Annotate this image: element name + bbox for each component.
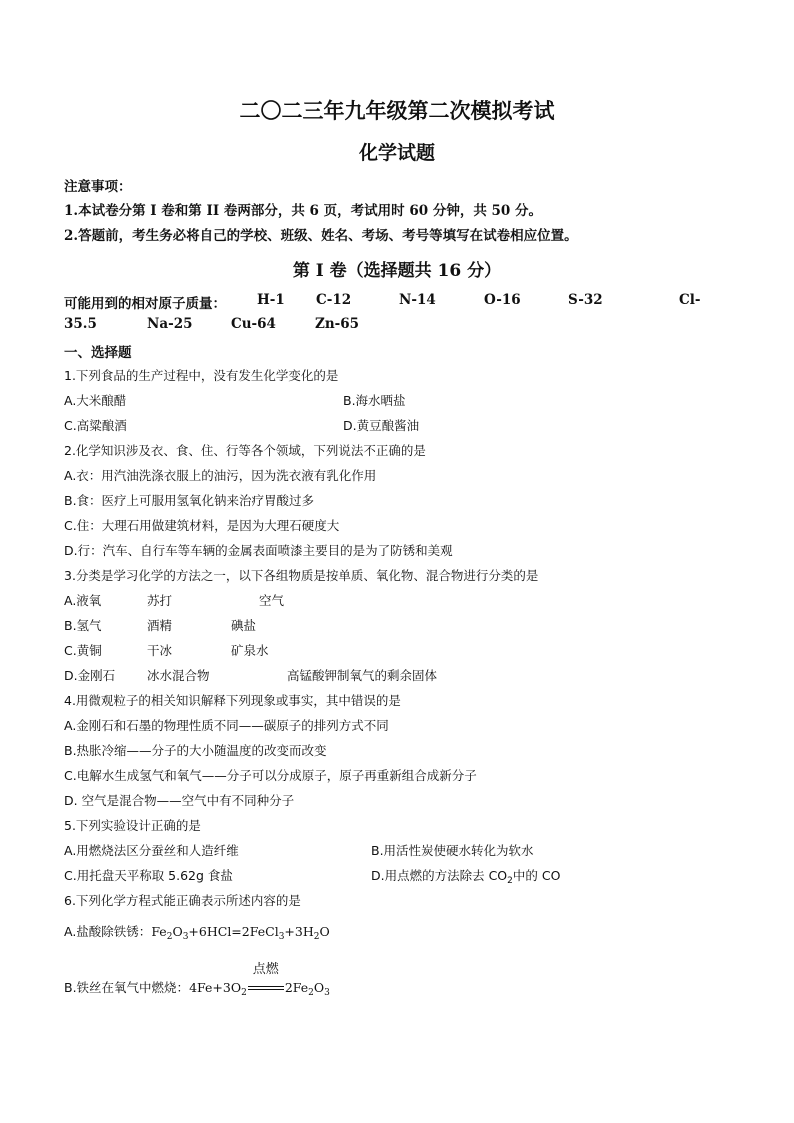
equals-line-bottom — [248, 989, 284, 990]
question-1-stem: 1.下列食品的生产过程中，没有发生化学变化的是 — [64, 368, 339, 383]
question-3-row-a-label: A.液氧 — [64, 593, 102, 608]
question-6-stem: 6.下列化学方程式能正确表示所述内容的是 — [64, 893, 301, 908]
question-6-option-a-equation — [151, 924, 330, 942]
atomic-mass-cl-value: 35.5 — [64, 316, 97, 332]
atomic-mass-cl: Cl- — [679, 292, 701, 308]
question-5-option-d — [371, 866, 560, 884]
atomic-mass-o: O-16 — [484, 292, 521, 308]
question-3-stem: 3.分类是学习化学的方法之一，以下各组物质是按单质、氧化物、混合物进行分类的是 — [64, 568, 539, 583]
question-2-option-d: D.行：汽车、自行车等车辆的金属表面喷漆主要目的是为了防锈和美观 — [64, 543, 453, 558]
question-1-option-c: C.高粱酿酒 — [64, 418, 127, 433]
question-6-option-a-prefix: A.盐酸除铁锈： — [64, 924, 152, 939]
question-4-option-d: D. 空气是混合物——空气中有不同种分子 — [64, 793, 295, 808]
eq-a-sub-4: 2 — [313, 932, 320, 942]
question-2-option-a: A.衣：用汽油洗涤衣服上的油污，因为洗衣液有乳化作用 — [64, 468, 377, 483]
eq-b-left: 4Fe+3O — [189, 980, 242, 995]
eq-a-part-2: O — [172, 924, 183, 939]
question-3-row-b-mixture: 碘盐 — [231, 618, 257, 633]
atomic-mass-na: Na-25 — [147, 316, 193, 332]
atomic-mass-n: N-14 — [399, 292, 436, 308]
exam-subject: 化学试题 — [358, 142, 435, 164]
question-3-row-a-oxide: 苏打 — [147, 593, 173, 608]
eq-b-right-2: O — [313, 980, 325, 995]
atomic-masses-label: 可能用到的相对原子质量： — [64, 296, 226, 312]
question-3-row-d-label: D.金刚石 — [64, 668, 116, 683]
eq-a-part-4: +3H — [284, 924, 314, 939]
question-5-option-c: C.用托盘天平称取 5.62g 食盐 — [64, 868, 233, 883]
atomic-mass-s: S-32 — [568, 292, 603, 308]
equals-line-top — [248, 986, 284, 987]
reaction-condition-arrow — [248, 962, 284, 996]
question-5-option-d-text: D.用点燃的方法除去 CO — [371, 868, 508, 883]
eq-a-part-1: Fe — [151, 924, 167, 939]
question-3-row-b-label: B.氢气 — [64, 618, 102, 633]
question-6-option-b-equation — [189, 962, 330, 998]
question-5-option-d-subscript: 2 — [507, 876, 513, 886]
eq-b-right-1: 2Fe — [284, 980, 309, 995]
question-6-option-a — [64, 922, 330, 940]
exam-title: 二〇二三年九年级第二次模拟考试 — [239, 98, 555, 123]
question-3-row-d-oxide: 冰水混合物 — [147, 668, 210, 683]
eq-b-right-sub-2: 3 — [324, 988, 330, 998]
question-4-option-a: A.金刚石和石墨的物理性质不同——碳原子的排列方式不同 — [64, 718, 389, 733]
eq-a-part-5: O — [319, 924, 330, 939]
eq-a-sub-2: 3 — [182, 932, 189, 942]
question-3-row-c-label: C.黄铜 — [64, 643, 102, 658]
question-3-row-b-oxide: 酒精 — [147, 618, 173, 633]
question-2-stem: 2.化学知识涉及衣、食、住、行等各个领域，下列说法不正确的是 — [64, 443, 426, 458]
question-5-option-d-tail: 中的 CO — [512, 868, 561, 883]
question-2-option-b: B.食：医疗上可服用氢氧化钠来治疗胃酸过多 — [64, 493, 315, 508]
notes-item-1: 1.本试卷分第 I 卷和第 II 卷两部分，共 6 页，考试用时 60 分钟，共 50 分。 — [64, 203, 543, 219]
reaction-condition-label: 点燃 — [252, 962, 279, 977]
question-3-row-a-mixture: 空气 — [259, 593, 285, 608]
question-4-stem: 4.用微观粒子的相关知识解释下列现象或事实，其中错误的是 — [64, 693, 401, 708]
question-1-option-d: D.黄豆酿酱油 — [343, 418, 420, 433]
question-6-option-b — [64, 962, 330, 998]
eq-b-left-sub: 2 — [241, 988, 247, 998]
question-6-option-b-prefix: B.铁丝在氧气中燃烧： — [64, 980, 190, 995]
atomic-mass-zn: Zn-65 — [315, 316, 360, 332]
question-2-option-c: C.住：大理石用做建筑材料，是因为大理石硬度大 — [64, 518, 340, 533]
question-5-option-a: A.用燃烧法区分蚕丝和人造纤维 — [64, 843, 239, 858]
eq-b-right-sub-1: 2 — [308, 988, 314, 998]
question-5-stem: 5.下列实验设计正确的是 — [64, 818, 201, 833]
question-1-option-b: B.海水晒盐 — [343, 393, 406, 408]
eq-a-sub-1: 2 — [166, 932, 173, 942]
question-1-option-a: A.大米酿醋 — [64, 393, 127, 408]
question-4-option-b: B.热胀冷缩——分子的大小随温度的改变而改变 — [64, 743, 327, 758]
eq-a-part-3: +6HCl=2FeCl — [188, 924, 279, 939]
atomic-mass-h: H-1 — [257, 292, 285, 308]
part-heading: 一、选择题 — [64, 345, 132, 361]
question-3-row-d-mixture: 高锰酸钾制氧气的剩余固体 — [287, 668, 438, 683]
atomic-mass-c: C-12 — [316, 292, 352, 308]
notes-item-2: 2.答题前，考生务必将自己的学校、班级、姓名、考场、考号等填写在试卷相应位置。 — [64, 228, 578, 244]
question-3-row-c-mixture: 矿泉水 — [231, 643, 269, 658]
section-title: 第 I 卷（选择题共 16 分） — [292, 261, 502, 281]
notes-heading: 注意事项： — [64, 179, 132, 195]
eq-a-sub-3: 3 — [278, 932, 285, 942]
question-4-option-c: C.电解水生成氢气和氧气——分子可以分成原子，原子再重新组合成新分子 — [64, 768, 477, 783]
question-3-row-c-oxide: 干冰 — [147, 643, 173, 658]
question-5-option-b: B.用活性炭使硬水转化为软水 — [371, 843, 534, 858]
atomic-mass-cu: Cu-64 — [231, 316, 276, 332]
